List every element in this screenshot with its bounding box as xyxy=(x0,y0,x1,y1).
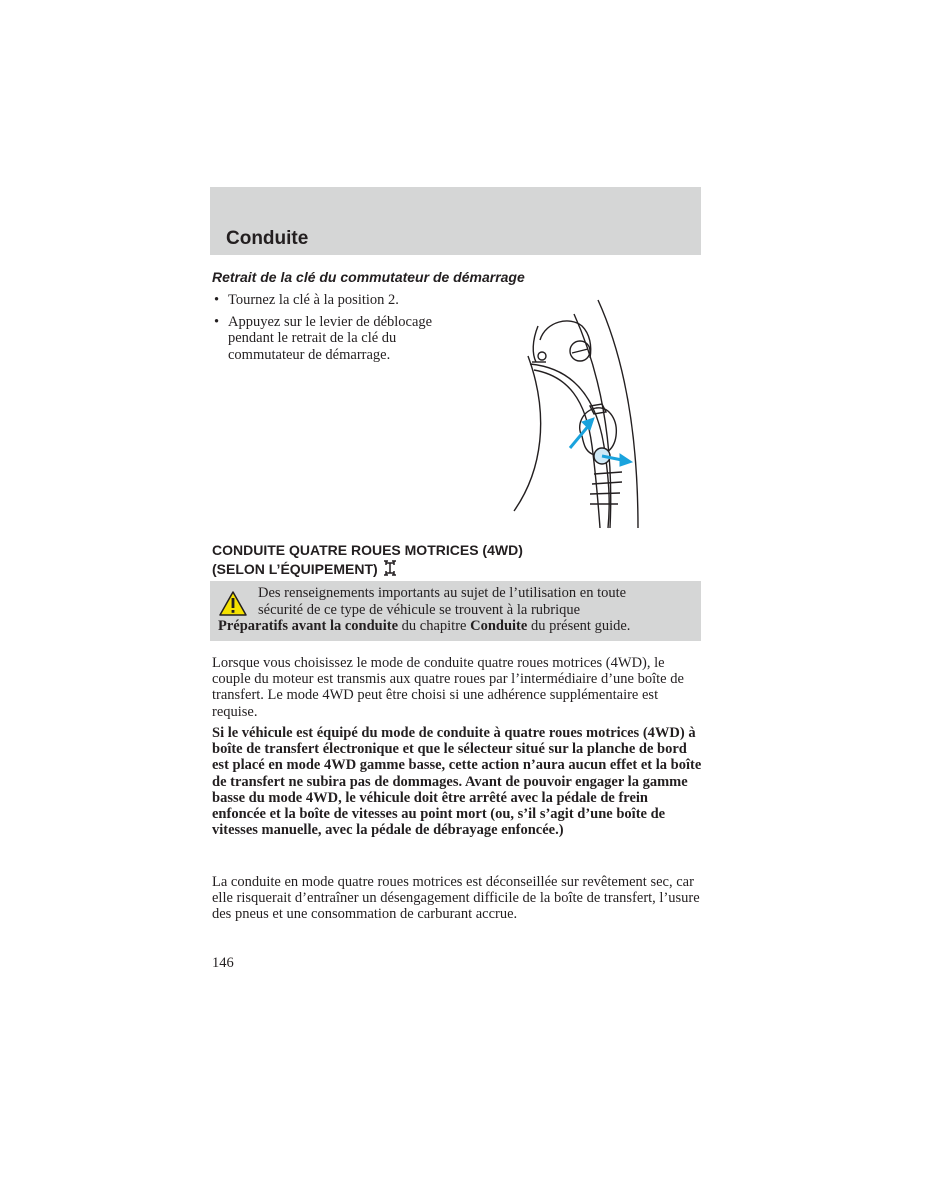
fourwd-section-title xyxy=(212,542,692,578)
warning-line: Des renseignements importants au sujet de l’utilisation en toute xyxy=(258,585,627,601)
warning-bold-chapter: Conduite xyxy=(470,618,528,634)
ignition-key-illustration xyxy=(510,296,650,531)
list-item xyxy=(212,314,462,364)
chapter-title: Conduite xyxy=(226,228,309,249)
chapter-header-band xyxy=(210,187,701,255)
page-number: 146 xyxy=(212,955,234,971)
section-title-text: (SELON L’ÉQUIPEMENT) xyxy=(212,561,378,577)
paragraph-4wd-electronic: Si le véhicule est équipé du mode de conduite à quatre roues motrices (4WD) à boîte de transfert électronique et que le sélecteur situé sur la planche de bord est placé en mode 4WD gamme basse, cette action n’aura aucun effet et la boîte de transfert ne subira pas de dommages. Avant de pouvoir engager la gamme basse du mode 4WD, le véhicule doit être arrêté avec la pédale de frein enfoncée et la boîte de vitesses au point mort (ou, s’il s’agit d’une boîte de vitesses manuelle, avec la pédale de débrayage enfoncée.) xyxy=(212,725,702,839)
bullet-icon: • xyxy=(214,313,220,330)
safety-warning-box xyxy=(210,581,701,641)
key-removal-steps xyxy=(212,292,462,368)
bullet-icon: • xyxy=(214,292,220,308)
warning-line: sécurité de ce type de véhicule se trouvent à la rubrique xyxy=(258,601,581,618)
step-text: Tournez la clé à la position 2. xyxy=(228,292,399,308)
warning-text-mid: du chapitre xyxy=(398,618,471,634)
section-title-line: CONDUITE QUATRE ROUES MOTRICES (4WD) xyxy=(212,542,523,558)
section-title-line-2 xyxy=(212,559,692,578)
warning-bold-ref: Préparatifs avant la conduite xyxy=(218,618,399,634)
step-text: Appuyez sur le levier de déblocage pendant le retrait de la clé du commutateur de démarrage. xyxy=(228,313,433,363)
key-removal-heading: Retrait de la clé du commutateur de démarrage xyxy=(212,269,525,285)
4wd-symbol-icon xyxy=(382,559,398,577)
warning-text xyxy=(218,585,694,635)
warning-line xyxy=(218,618,630,634)
warning-text-end: du présent guide. xyxy=(527,618,631,634)
list-item xyxy=(212,292,462,309)
paragraph-4wd-intro: Lorsque vous choisissez le mode de conduite quatre roues motrices (4WD), le couple du moteur est transmis aux quatre roues par l’intermédiaire d’une boîte de transfert. Le mode 4WD peut être choisi si une adhérence supplémentaire est requise. xyxy=(212,655,684,720)
paragraph-4wd-dry-pavement: La conduite en mode quatre roues motrices est déconseillée sur revêtement sec, car elle risquerait d’entraîner un désengagement difficile de la boîte de transfert, l’usure des pneus et une consommation de carburant accrue. xyxy=(212,874,700,923)
